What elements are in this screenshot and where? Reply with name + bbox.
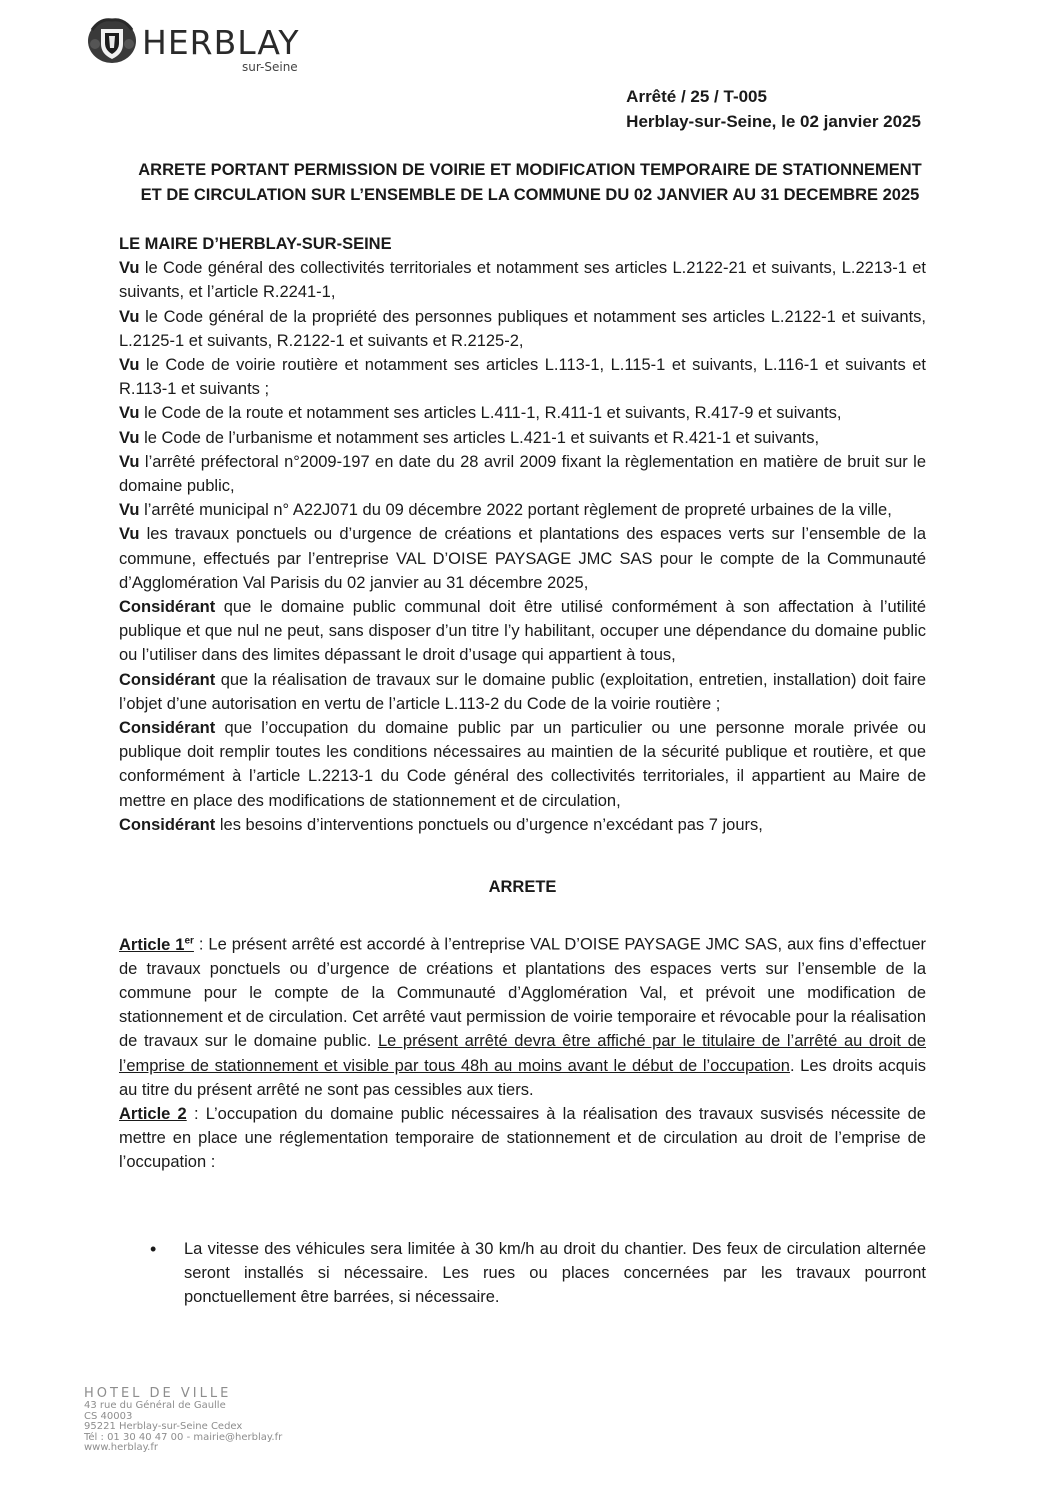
articles	[119, 929, 926, 1175]
visa-paragraph	[119, 353, 926, 401]
document-reference-block	[626, 84, 921, 134]
vu-label: Vu	[119, 307, 140, 326]
visa-text: le Code de voirie routière et notamment ses articles L.113-1, L.115-1 et suivants, L.116-1 et suivants et R.113-1 et suivants ;	[119, 356, 926, 399]
vu-label: Vu	[119, 259, 140, 278]
article-2-text: : L’occupation du domaine public nécessaires à la réalisation des travaux susvisés nécessite de mettre en place une réglementation temporaire de stationnement et de circulation au droit de l’emprise de l’occupation :	[119, 1104, 926, 1172]
footer-address	[84, 1386, 404, 1454]
considerant-label: Considérant	[119, 598, 216, 617]
article-1-underlined-text: Le présent arrêté devra être affiché par le titulaire de l’arrêté au droit de l’emprise de stationnement et visible par tous 48h au moins avant le début de l’occupation	[119, 1032, 926, 1075]
visa-text: le Code général de la propriété des personnes publiques et notamment ses articles L.2122-1 et suivants, L.2125-1 et suivants, R.2122-1 et suivants et R.2125-2,	[119, 307, 926, 350]
place-and-date: Herblay-sur-Seine, le 02 janvier 2025	[626, 112, 921, 131]
vu-label: Vu	[119, 525, 140, 544]
vu-label: Vu	[119, 428, 140, 447]
considerant-paragraph	[119, 668, 926, 716]
article-1	[119, 929, 926, 1102]
considerant-text: que le domaine public communal doit être utilisé conformément à son affectation à l’utilité publique et que nul ne peut, sans disposer d’un titre l’y habilitant, occuper une dépendance du domaine public ou l’utiliser dans des limites dépassant le droit d’usage qui appartient à tous,	[119, 598, 926, 665]
decree-title-line: ET DE CIRCULATION SUR L’ENSEMBLE DE LA COMMUNE DU 02 JANVIER AU 31 DECEMBRE 2025	[140, 186, 920, 204]
footer-line: www.herblay.fr	[84, 1442, 158, 1453]
herblay-logo	[86, 10, 326, 72]
list-item: • La vitesse des véhicules sera limitée à 30 km/h au droit du chantier. Des feux de circulation alternée seront installés si nécessaire. Les rues ou places concernées par les travaux pourront ponctuellement être barrées, si nécessaire.	[150, 1237, 926, 1310]
measures-list	[150, 1237, 926, 1310]
considerant-paragraph	[119, 595, 926, 668]
authority-heading: LE MAIRE D’HERBLAY-SUR-SEINE	[119, 235, 392, 253]
considerant-text: les besoins d’interventions ponctuels ou d’urgence n’excédant pas 7 jours,	[215, 815, 763, 834]
article-2	[119, 1102, 926, 1175]
vu-label: Vu	[119, 501, 140, 520]
footer-line: CS 40003	[84, 1410, 133, 1422]
considerant-label: Considérant	[119, 719, 216, 738]
considerant-text: que l’occupation du domaine public par un particulier ou une personne morale privée ou publique doit remplir toutes les conditions nécessaires au maintien de la sécurité publique et routière, et que conformément à l’article L.2213-1 du Code général des collectivités territoriales, il appartient au Maire de mettre en place des modifications de stationnement et de circulation,	[119, 719, 926, 810]
decree-number: Arrêté / 25 / T-005	[626, 87, 767, 106]
article-2-label: Article 2	[119, 1104, 187, 1123]
visa-paragraph	[119, 401, 926, 425]
footer-line: 43 rue du Général de Gaulle	[84, 1400, 226, 1411]
footer-title: HOTEL DE VILLE	[84, 1386, 232, 1401]
visa-paragraph	[119, 426, 926, 450]
vu-label: Vu	[119, 404, 140, 423]
visa-text: l’arrêté municipal n° A22J071 du 09 décembre 2022 portant règlement de propreté urbaines de la ville,	[139, 501, 892, 520]
article-1-text-end: . Les droits acquis au titre du présent arrêté ne sont pas cessibles aux tiers.	[119, 1056, 927, 1099]
footer-line: 95221 Herblay-sur-Seine Cedex	[84, 1421, 243, 1432]
considerant-label: Considérant	[119, 670, 216, 689]
footer-line: Tél : 01 30 40 47 00 - mairie@herblay.fr	[84, 1431, 283, 1443]
decree-title	[120, 158, 940, 208]
considerant-paragraph	[119, 813, 926, 837]
visa-paragraph	[119, 256, 926, 304]
article-1-superscript: er	[184, 935, 194, 946]
article-1-label-text: Article 1	[119, 935, 185, 954]
arrete-heading: ARRETE	[488, 878, 557, 896]
considerant-paragraph	[119, 716, 926, 813]
logo-subtitle: sur-Seine	[242, 60, 298, 74]
visa-paragraph	[119, 305, 926, 353]
visa-text: le Code de l’urbanisme et notamment ses articles L.421-1 et suivants et R.421-1 et suivants,	[139, 428, 820, 447]
visa-text: le Code de la route et notamment ses articles L.411-1, R.411-1 et suivants, R.417-9 et suivants,	[139, 404, 842, 423]
considerant-label: Considérant	[119, 815, 216, 834]
article-1-label	[119, 936, 194, 954]
logo-wordmark: HERBLAY	[142, 23, 300, 62]
vu-label: Vu	[119, 356, 140, 375]
considerant-text: que la réalisation de travaux sur le domaine public (exploitation, entretien, installation) doit faire l’objet d’une autorisation en vertu de l’article L.113-2 du Code de la voirie routière ;	[119, 670, 926, 713]
visa-paragraph	[119, 450, 926, 498]
city-crest-icon	[86, 14, 138, 66]
visa-text: le Code général des collectivités territoriales et notamment ses articles L.2122-21 et suivants, L.2213-1 et suivants, et l’article R.2241-1,	[119, 259, 926, 302]
preamble	[119, 232, 926, 837]
visa-text: l’arrêté préfectoral n°2009-197 en date du 28 avril 2009 fixant la règlementation en matière de bruit sur le domaine public,	[119, 452, 926, 496]
visa-paragraph	[119, 522, 926, 595]
vu-label: Vu	[119, 452, 140, 471]
visa-paragraph	[119, 498, 926, 522]
article-1-text: : Le présent arrêté est accordé à l’entreprise VAL D’OISE PAYSAGE JMC SAS, aux fins d’effectuer de travaux ponctuels ou d’urgence de créations et plantations des espaces verts sur l’ensemble de la commune pour le compte de la Communauté d’Agglomération Val, et prévoit une modification de stationnement et de circulation. Cet arrêté vaut permission de voirie temporaire et révocable pour la réalisation de travaux sur le domaine public.	[119, 935, 926, 1051]
decree-title-line: ARRETE PORTANT PERMISSION DE VOIRIE ET MODIFICATION TEMPORAIRE DE STATIONNEMENT	[138, 161, 922, 179]
visa-text: les travaux ponctuels ou d’urgence de créations et plantations des espaces verts sur l’ensemble de la commune, effectués par l’entreprise VAL D’OISE PAYSAGE JMC SAS pour le compte de la Communauté d’Agglomération Val Parisis du 02 janvier au 31 décembre 2025,	[119, 525, 926, 592]
